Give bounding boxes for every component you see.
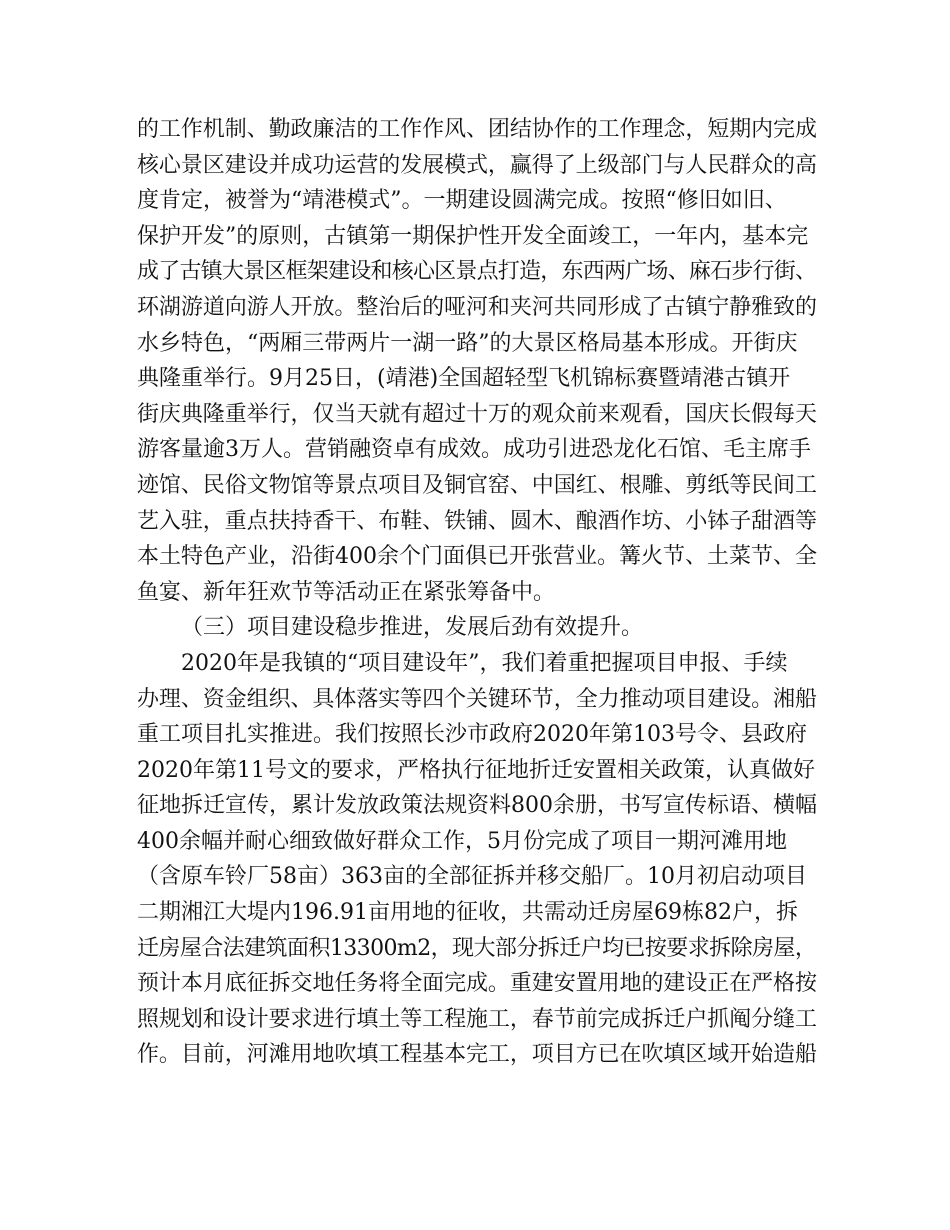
text-line: 办理、资金组织、具体落实等四个关键环节，全力推动项目建设。湘船 [137,686,817,712]
text-line: 艺入驻，重点扶持香干、布鞋、铁铺、圆木、酿酒作坊、小钵子甜酒等 [137,508,817,534]
text-line: 迁房屋合法建筑面积13300m2，现大部分拆迁户均已按要求拆除房屋， [137,935,817,961]
text-line: 的工作机制、勤政廉洁的工作作风、团结协作的工作理念，短期内完成 [137,117,817,142]
text-line: 征地拆迁宣传，累计发放政策法规资料800余册，书写宣传标语、横幅 [137,793,817,819]
text-line: 迹馆、民俗文物馆等景点项目及铜官窑、中国红、根雕、剪纸等民间工 [137,472,817,498]
text-line: 水乡特色，“两厢三带两片一湖一路”的大景区格局基本形成。开街庆 [137,330,798,356]
section-heading: （三）项目建设稳步推进，发展后劲有效提升。 [181,615,644,641]
text-line: 照规划和设计要求进行填土等工程施工，春节前完成拆迁户抓阄分缝工 [137,1006,817,1032]
text-line: 保护开发”的原则，古镇第一期保护性开发全面竣工，一年内，基本完 [137,223,809,249]
body-text [137,112,817,1073]
text-line: 成了古镇大景区框架建设和核心区景点打造，东西两广场、麻石步行街、 [137,259,817,285]
text-line: 本土特色产业，沿街400余个门面俱已开张营业。篝火节、土菜节、全 [137,544,817,570]
text-line: 重工项目扎实推进。我们按照长沙市政府2020年第103号令、县政府 [137,722,807,748]
text-line: 二期湘江大堤内196.91亩用地的征收，共需动迁房屋69栋82户，拆 [137,900,798,926]
text-line: 度肯定，被誉为“靖港模式”。一期建设圆满完成。按照“修旧如旧、 [137,188,787,214]
text-line: 街庆典隆重举行，仅当天就有超过十万的观众前来观看，国庆长假每天 [137,401,817,427]
paragraph-first-line: 2020年是我镇的“项目建设年”，我们着重把握项目申报、手续 [181,650,788,676]
text-line: 作。目前，河滩用地吹填工程基本完工，项目方已在吹填区域开始造船 [137,1042,817,1068]
text-line: 典隆重举行。9月25日，(靖港)全国超轻型飞机锦标赛暨靖港古镇开 [137,366,791,392]
text-line: 环湖游道向游人开放。整治后的哑河和夹河共同形成了古镇宁静雅致的 [137,294,817,320]
text-line: 400余幅并耐心细致做好群众工作，5月份完成了项目一期河滩用地 [137,828,787,854]
text-line: 游客量逾3万人。营销融资卓有成效。成功引进恐龙化石馆、毛主席手 [137,437,811,463]
text-line: 预计本月底征拆交地任务将全面完成。重建安置用地的建设正在严格按 [137,971,817,997]
text-line: 2020年第11号文的要求，严格执行征地折迁安置相关政策，认真做好 [137,757,815,783]
text-line: 鱼宴、新年狂欢节等活动正在紧张筹备中。 [137,579,556,605]
text-line: （含原车铃厂58亩）363亩的全部征拆并移交船厂。10月初启动项目 [137,864,807,890]
text-line: 核心景区建设并成功运营的发展模式，赢得了上级部门与人民群众的高 [137,152,817,178]
